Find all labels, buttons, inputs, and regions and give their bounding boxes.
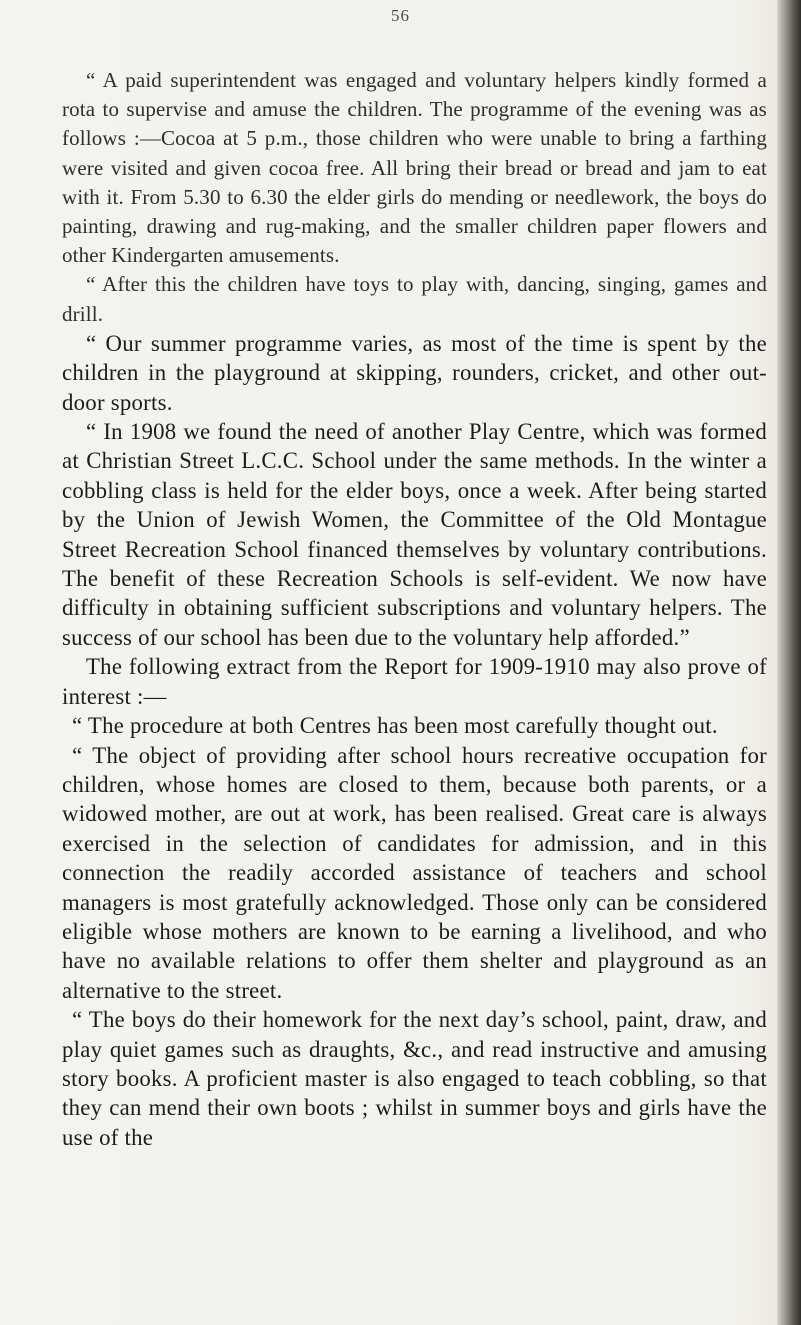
paragraph-report-extract-intro: The following extract from the Report for 1909-1910 may also prove of interest :—	[62, 654, 767, 709]
paragraph-play-centre-1908: “ In 1908 we found the need of another Play Centre, which was formed at Christian Street L.C.C. School under the same methods. In the winter a cobbling class is held for the elder boys, once a week. After being started by the Union of Jewish Women, the Committee of the Old Montague Street Recreation School financed themselves by voluntary contributions. The benefit of these Recreation Schools is self-evident. We now have difficulty in obtaining sufficient subscriptions and voluntary helpers. The success of our school has been due to the voluntary help afforded.”	[62, 419, 767, 650]
page-edge-shadow	[777, 0, 801, 1325]
paragraph-summer-programme: “ Our summer programme varies, as most of the time is spent by the children in the playground at skipping, rounders, cricket, and other out-door sports.	[62, 330, 767, 415]
paragraph-after-this: “ After this the children have toys to play with, dancing, singing, games and drill.	[62, 272, 767, 326]
page-number: 56	[391, 6, 410, 25]
page-body	[62, 66, 767, 1152]
paragraph-object: “ The object of providing after school hours recreative occupation for children, whose homes are closed to them, because both parents, or a widowed mother, are out at work, has been realised. Great care is always exercised in the selection of candidates for admission, and in this connection the readily accorded assistance of teachers and school managers is most gratefully acknowledged. Those only can be considered eligible whose mothers are known to be earning a livelihood, and who have no available relations to offer them shelter and playground as an alternative to the street.	[62, 742, 767, 1003]
paragraph-superintendent: “ A paid superintendent was engaged and voluntary helpers kindly formed a rota to supervise and amuse the children. The programme of the evening was as follows :—Cocoa at 5 p.m., those children who were unable to bring a farthing were visited and given cocoa free. All bring their bread or bread and jam to eat with it. From 5.30 to 6.30 the elder girls do mending or needlework, the boys do painting, drawing and rug-making, and the smaller children paper flowers and other Kindergarten amusements.	[62, 68, 767, 268]
paragraph-procedure: “ The procedure at both Centres has been most carefully thought out.	[72, 713, 718, 739]
paragraph-boys-homework: “ The boys do their homework for the next day’s school, paint, draw, and play quiet games such as draughts, &c., and read instructive and amusing story books. A proficient master is also engaged to teach cobbling, so that they can mend their own boots ; whilst in summer boys and girls have the use of the	[62, 1007, 767, 1150]
